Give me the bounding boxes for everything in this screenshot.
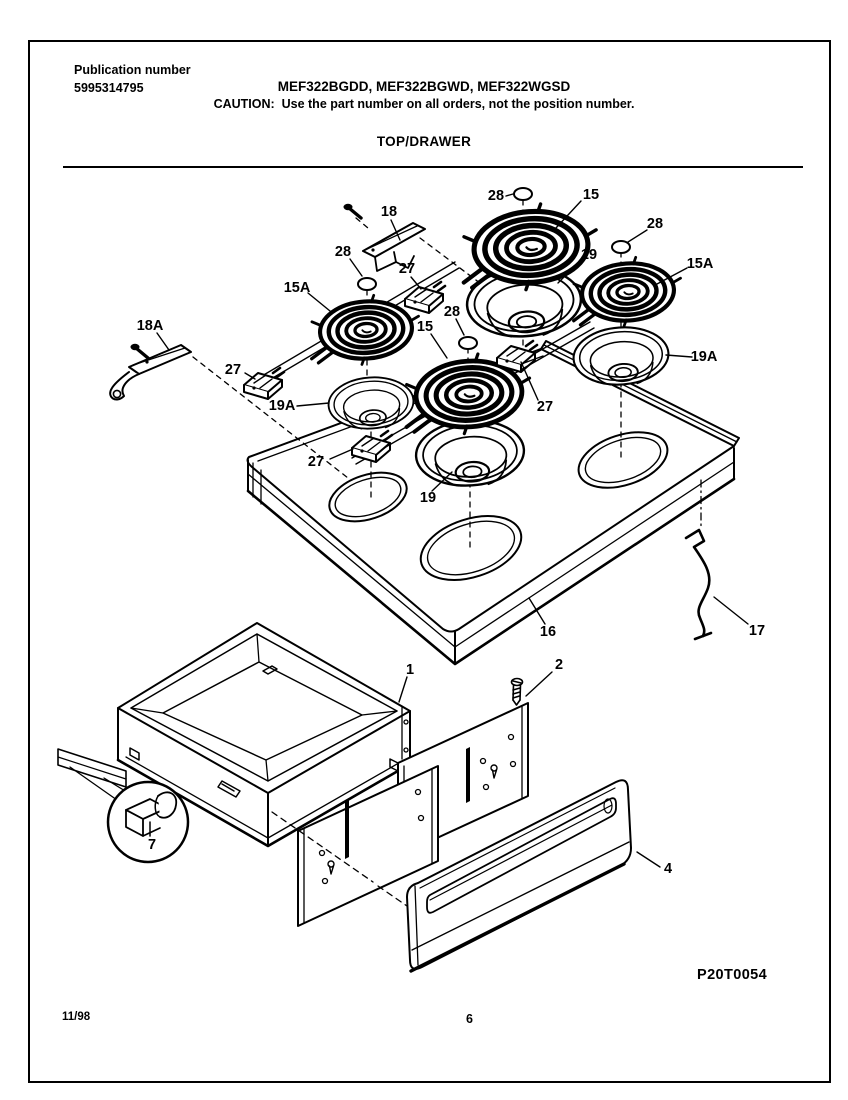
surface-element-15-top (459, 200, 600, 294)
receptacle-27-upper (405, 282, 445, 313)
callout-15A-element-left: 15A (283, 279, 311, 296)
drawer-glide-detail-7 (58, 749, 188, 862)
callout-15A-element-right: 15A (686, 255, 714, 272)
callout-4-front-panel: 4 (663, 860, 673, 877)
callout-27-receptacle-lower: 27 (307, 453, 325, 470)
callout-15-element-center: 15 (416, 318, 434, 335)
callout-15-element-top: 15 (582, 186, 600, 203)
callout-17-wire-support: 17 (748, 622, 766, 639)
callout-2-screw: 2 (554, 656, 564, 673)
mounting-screw-2 (512, 679, 523, 706)
model-numbers: MEF322BGDD, MEF322BGWD, MEF322WGSD (277, 79, 571, 94)
footer-page-number: 6 (466, 1012, 473, 1026)
callout-19A-bowl-left: 19A (268, 397, 296, 414)
surface-element-15A-right (570, 254, 684, 330)
publication-number: 5995314795 (74, 81, 144, 95)
callout-7-roller-detail: 7 (147, 836, 157, 853)
callout-28-cap-top: 28 (487, 187, 505, 204)
receptacle-27-left (244, 368, 284, 399)
bracket-18A (110, 344, 191, 400)
callout-1-drawer-body: 1 (405, 661, 415, 678)
callout-27-receptacle-upper: 27 (398, 260, 416, 277)
figure-code: P20T0054 (697, 967, 768, 983)
callout-19-bowl-top: 19 (580, 246, 598, 263)
callout-27-receptacle-left: 27 (224, 361, 242, 378)
callout-27-receptacle-center: 27 (536, 398, 554, 415)
callout-28-cap-left: 28 (334, 243, 352, 260)
callout-28-cap-right: 28 (646, 215, 664, 232)
footer-date-code: 11/98 (62, 1011, 91, 1023)
publication-label: Publication number (74, 63, 191, 77)
callout-19-bowl-center: 19 (419, 489, 437, 506)
callout-18-bracket: 18 (380, 203, 398, 220)
callout-28-cap-center: 28 (443, 303, 461, 320)
callout-19A-bowl-right: 19A (690, 348, 718, 365)
caution-note: CAUTION: Use the part number on all orders, not the position number. (213, 97, 635, 111)
drip-bowl-19A-right (572, 324, 671, 387)
section-title: TOP/DRAWER (376, 134, 472, 149)
callout-16-main-top: 16 (539, 623, 557, 640)
callout-18A-bracket: 18A (136, 317, 164, 334)
